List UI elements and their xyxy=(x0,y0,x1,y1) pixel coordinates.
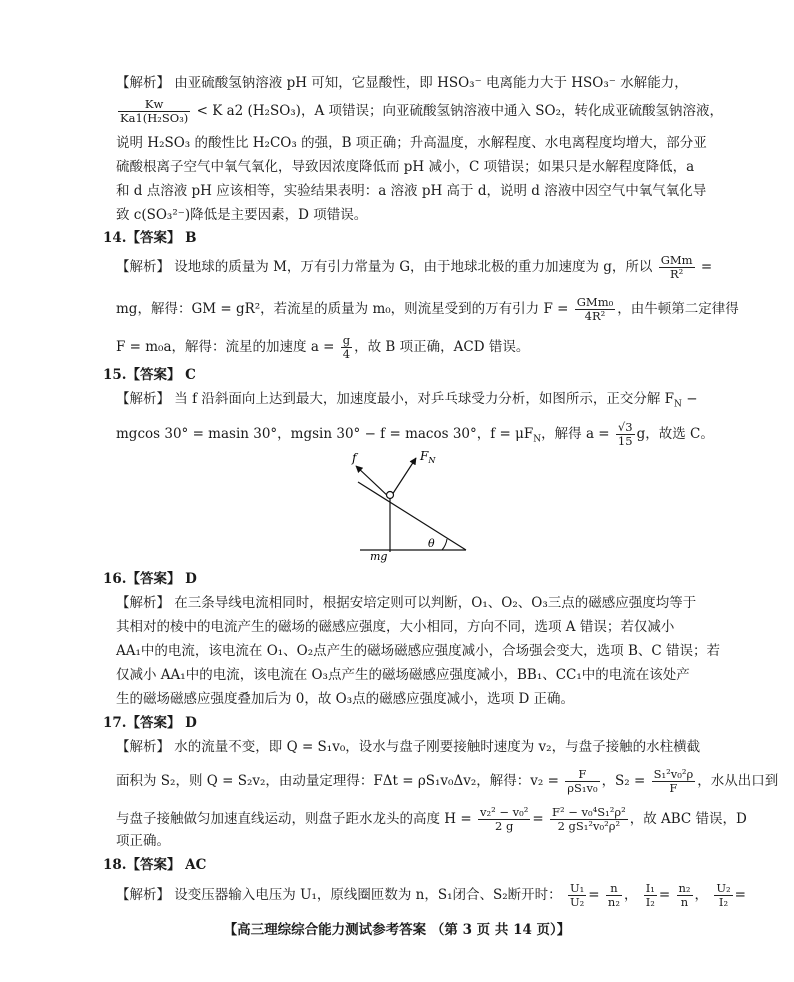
q16-line-4: 仅减小 AA₁中的电流，该电流在 O₃点产生的磁场磁感应强度减小，BB₁、CC₁中的电流在该处产 xyxy=(116,667,690,683)
q14-line-2-text: mg，解得：GM = gR²，若流星的质量为 m₀，则流星受到的万有引力 F = xyxy=(116,301,569,317)
q18-i2: I₂ xyxy=(645,895,655,909)
q15-line-2-mid: ，解得 a = xyxy=(541,426,610,442)
q18-line-1-text: 【解析】 设变压器输入电压为 U₁，原线圈匝数为 n，S₁闭合、S₂断开时： xyxy=(116,887,562,903)
q15-line-2-text: mgcos 30° = masin 30°，mgsin 30° − f = macos 30°，f = μF xyxy=(116,426,534,442)
q13-frac-num: Kw xyxy=(118,98,190,112)
q17-d-num: F² − v₀⁴S₁²ρ² xyxy=(551,805,626,819)
q15-frac-den: 15 xyxy=(617,434,633,448)
q17-line-2-tail: ，水从出口到 xyxy=(697,773,779,789)
label-fn: $F_N$ xyxy=(420,449,436,465)
q17-b-den: F xyxy=(669,781,678,795)
q18-n-b: n xyxy=(680,895,689,909)
q17-answer: 17.【答案】 D xyxy=(103,715,197,731)
q15-line-1-text: 【解析】 当 f 沿斜面向上达到最大，加速度最小，对乒乓球受力分析，如图所示，正交分解 F xyxy=(116,391,675,407)
q13-line-3: 说明 H₂SO₃ 的酸性比 H₂CO₃ 的强，B 项正确；升高温度，水解程度、水电离程度均增大，部分亚 xyxy=(116,135,707,151)
q16-line-2: 其相对的棱中的电流产生的磁场的磁感应强度，大小相同，方向不同，选项 A 错误；若仅减小 xyxy=(116,619,675,635)
q13-frac-den: Ka1(H₂SO₃) xyxy=(120,111,189,125)
q18-u2-b: U₂ xyxy=(716,881,731,895)
incline-surface xyxy=(358,482,466,550)
q14-line-2-tail: ，由牛顿第二定律得 xyxy=(617,301,739,317)
q17-line-4: 项正确。 xyxy=(116,833,170,849)
q15-frac-num: √3 xyxy=(617,420,633,434)
q17-d-den: 2 gS₁²v₀²ρ² xyxy=(557,819,621,833)
q18-answer: 18.【答案】 AC xyxy=(103,857,207,873)
q14-line-3 xyxy=(116,334,529,361)
q18-eq-3: = xyxy=(734,887,746,903)
q15-line-1: 【解析】 当 f 沿斜面向上达到最大，加速度最小，对乒乓球受力分析，如图所示，正交分解 $F_N$ − xyxy=(116,391,698,410)
q17-a-den: ρS₁v₀ xyxy=(567,781,598,795)
q18-line-1 xyxy=(116,882,746,909)
q14-answer: 14.【答案】 B xyxy=(103,230,197,246)
q16-line-1: 【解析】 在三条导线电流相同时，根据安培定则可以判断，O₁、O₂、O₃三点的磁感应强度均等于 xyxy=(116,595,697,611)
label-mg: mg xyxy=(370,550,388,563)
q14-line-1: 【解析】 设地球的质量为 M，万有引力常量为 G，由于地球北极的重力加速度为 g，所以 $\frac{\text{GMm}}{\text{R²}}$ = xyxy=(116,253,713,281)
label-f: f xyxy=(352,451,357,465)
q13-line-5: 和 d 点溶液 pH 应该相等，实验结果表明：a 溶液 pH 高于 d，说明 d 溶液中因空气中氧气氧化导 xyxy=(116,183,707,199)
q17-c-den: 2 g xyxy=(494,819,514,833)
q15-line-2-tail: g，故选 C。 xyxy=(636,426,714,442)
q14-line-2 xyxy=(116,296,739,323)
friction-arrow xyxy=(356,466,390,498)
q17-line-2 xyxy=(116,768,778,795)
q17-line-3 xyxy=(116,806,747,833)
q16-line-5: 生的磁场磁感应强度叠加后为 0，故 O₃点的磁感应强度减小，选项 D 正确。 xyxy=(116,691,575,707)
q18-eq-2: = xyxy=(658,887,671,903)
q17-line-3-eq: = xyxy=(532,811,544,827)
q17-b-num: S₁²v₀²ρ xyxy=(653,767,694,781)
q14-line-1-text: 【解析】 设地球的质量为 M，万有引力常量为 G，由于地球北极的重力加速度为 g，所以 xyxy=(116,259,653,275)
q16-answer: 16.【答案】 D xyxy=(103,571,197,587)
q18-u1: U₁ xyxy=(569,881,585,895)
q13-line-1: 【解析】 由亚硫酸氢钠溶液 pH 可知，它显酸性，即 HSO₃⁻ 电离能力大于 HSO₃⁻ 水解能力， xyxy=(116,75,688,91)
q18-eq-1: = xyxy=(588,887,600,903)
q17-a-num: F xyxy=(565,768,599,782)
q18-n2-b: n₂ xyxy=(678,881,691,895)
page-footer: 【高三理综综合能力测试参考答案 （第 3 页 共 14 页）】 xyxy=(223,922,571,938)
q17-line-2-text: 面积为 S₂，则 Q = S₂v₂，由动量定理得：FΔt = ρS₁v₀Δv₂，解得：v₂ = xyxy=(116,773,559,789)
normal-force-arrow xyxy=(390,458,416,498)
q18-u2: U₂ xyxy=(569,895,585,909)
angle-arc xyxy=(442,539,447,550)
q15-answer: 15.【答案】 C xyxy=(103,367,196,383)
q16-line-3: AA₁中的电流，该电流在 O₁、O₂点产生的磁场磁感应强度减小，合场强会变大，选项 B、C 错误；若 xyxy=(116,643,720,659)
q17-line-1: 【解析】 水的流量不变，即 Q = S₁v₀，设水与盘子刚要接触时速度为 v₂，与盘子接触的水柱横截 xyxy=(116,739,701,755)
q14-f1-den: R² xyxy=(670,267,684,281)
q18-i2-b: I₂ xyxy=(718,895,729,909)
q14-line-3-text: F = m₀a，解得：流星的加速度 a = xyxy=(116,339,335,355)
q13-line-4: 硫酸根离子空气中氧气氧化，导致因浓度降低而 pH 减小，C 项错误；如果只是水解程度降低，a xyxy=(116,159,695,175)
q14-f2-den: 4R² xyxy=(584,309,606,323)
q14-line-3-tail: ，故 B 项正确，ACD 错误。 xyxy=(354,339,530,355)
q18-n2: n₂ xyxy=(607,895,620,909)
q14-f2-num: GMm₀ xyxy=(576,295,614,309)
q15-line-2: mgcos 30° = masin 30°，mgsin 30° − f = macos 30°，$f = \mu F_N$，解得 a = $\frac{√3}{15}$ g，故选 C。 xyxy=(116,420,714,448)
q18-i1: I₁ xyxy=(645,881,655,895)
q13-line-6: 致 c(SO₃²⁻)降低是主要因素，D 项错误。 xyxy=(116,207,368,223)
q17-line-2-mid: ，S₂ = xyxy=(601,773,646,789)
q13-line-2-text: < K a2 (H₂SO₃)，A 项错误；向亚硫酸氢钠溶液中通入 SO₂，转化成亚硫酸氢钠溶液， xyxy=(196,103,724,119)
incline-force-diagram xyxy=(330,448,480,563)
q17-line-3-tail: ，故 ABC 错误，D xyxy=(629,811,747,827)
ball xyxy=(387,492,394,499)
q18-n: n xyxy=(606,882,622,896)
q18-comma-1: ， xyxy=(623,887,638,903)
q14-f1-num: GMm xyxy=(660,253,693,267)
q18-comma-2: ， xyxy=(694,887,709,903)
q13-line-2 xyxy=(116,98,723,125)
q17-line-3-text: 与盘子接触做匀加速直线运动，则盘子距水龙头的高度 H = xyxy=(116,811,472,827)
q17-c-num: v₂² − v₀² xyxy=(479,805,529,819)
q14-f3-num: g xyxy=(342,333,351,347)
q13-fraction xyxy=(118,98,190,125)
q14-f3-den: 4 xyxy=(342,347,351,361)
label-theta: θ xyxy=(428,537,435,550)
